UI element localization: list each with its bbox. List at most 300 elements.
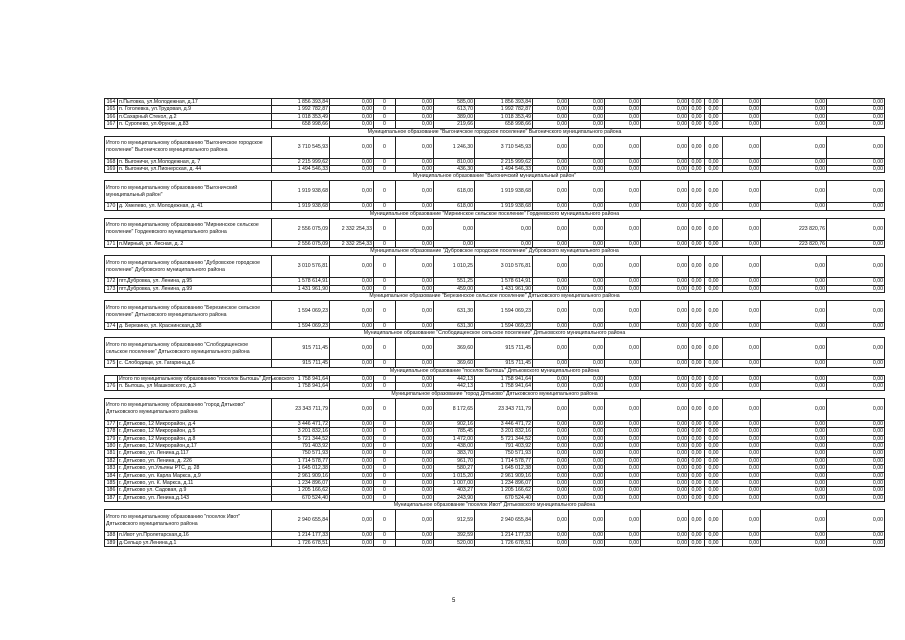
subtotal-row: [105, 338, 885, 360]
value-cell: 0,00: [641, 479, 689, 486]
value-cell: 0,00: [689, 479, 705, 486]
value-cell: 1 246,30: [434, 136, 475, 158]
value-cell: 0: [374, 181, 396, 203]
value-cell: 0,00: [689, 323, 705, 330]
value-cell: 438,00: [434, 442, 475, 449]
value-cell: 0,00: [605, 278, 641, 285]
value-cell: 0,00: [330, 256, 374, 278]
value-cell: 0,00: [533, 240, 569, 247]
value-cell: 0,00: [533, 121, 569, 128]
section-header-row: [105, 210, 885, 218]
value-cell: 0,00: [761, 99, 827, 106]
value-cell: 5 721 344,52: [272, 435, 330, 442]
value-cell: 1 594 069,23: [475, 323, 533, 330]
value-cell: 0,00: [396, 166, 434, 173]
section-title: Муниципальное образование "Березинское сельское поселение" Дятьковского муниципального района: [105, 293, 885, 301]
value-cell: 0,00: [533, 338, 569, 360]
value-cell: 0,00: [605, 539, 641, 546]
section-title: Муниципальное образование "Дубровское городское поселение" Дубровского муниципального района: [105, 248, 885, 256]
value-cell: 0,00: [569, 360, 605, 367]
value-cell: 0,00: [723, 121, 761, 128]
row-number: 170: [105, 203, 118, 210]
value-cell: 1 645 012,38: [272, 465, 330, 472]
value-cell: 0,00: [689, 106, 705, 113]
value-cell: 23 343 711,79: [272, 398, 330, 420]
row-number: 188: [105, 532, 118, 539]
register-table-wrapper: [104, 98, 884, 547]
row-number: 173: [105, 285, 118, 292]
value-cell: 389,00: [434, 113, 475, 120]
value-cell: 0,00: [641, 450, 689, 457]
value-cell: 0,00: [705, 158, 723, 165]
value-cell: 0: [374, 494, 396, 501]
value-cell: 0,00: [605, 181, 641, 203]
value-cell: 2 215 999,62: [272, 158, 330, 165]
value-cell: 0,00: [641, 442, 689, 449]
value-cell: 0,00: [569, 383, 605, 390]
table-row: [105, 494, 885, 501]
value-cell: 0,00: [605, 420, 641, 427]
address-cell: п. Выгоничи, ул.Молодежная, д. 7: [118, 158, 272, 165]
value-cell: 0,00: [827, 218, 885, 240]
value-cell: 0,00: [330, 532, 374, 539]
address-cell: г. Дятьково, ул. Ленина, д. 226: [118, 457, 272, 464]
value-cell: 618,00: [434, 181, 475, 203]
value-cell: 0,00: [689, 256, 705, 278]
value-cell: 0,00: [827, 323, 885, 330]
value-cell: 0,00: [689, 539, 705, 546]
value-cell: 0,00: [330, 398, 374, 420]
value-cell: 436,30: [434, 166, 475, 173]
value-cell: 1 205 166,62: [272, 487, 330, 494]
table-row: [105, 158, 885, 165]
value-cell: 1 214 177,33: [475, 532, 533, 539]
value-cell: 0,00: [605, 435, 641, 442]
value-cell: 2 940 655,84: [272, 510, 330, 532]
table-row: [105, 240, 885, 247]
value-cell: 0,00: [689, 360, 705, 367]
value-cell: 0: [374, 465, 396, 472]
value-cell: 1 594 069,23: [475, 301, 533, 323]
address-cell: г. Дятьково, ул. Ленина,д.143: [118, 494, 272, 501]
value-cell: 0,00: [569, 479, 605, 486]
value-cell: 0,00: [827, 472, 885, 479]
value-cell: 0,00: [605, 375, 641, 382]
row-number: 167: [105, 121, 118, 128]
section-header-row: [105, 390, 885, 398]
value-cell: 0,00: [723, 240, 761, 247]
subtotal-label: Итого по муниципальному образованию "Мирнинское сельское поселение" Гордеевского муниципального района: [105, 218, 272, 240]
value-cell: 0,00: [761, 181, 827, 203]
row-number: 176: [105, 383, 118, 390]
value-cell: 0,00: [827, 450, 885, 457]
value-cell: 0,00: [689, 442, 705, 449]
value-cell: 0,00: [569, 278, 605, 285]
table-row: [105, 532, 885, 539]
value-cell: 0,00: [705, 166, 723, 173]
value-cell: 2 215 999,62: [475, 158, 533, 165]
value-cell: 810,00: [434, 158, 475, 165]
value-cell: 0,00: [533, 420, 569, 427]
value-cell: 0: [374, 158, 396, 165]
value-cell: 0,00: [330, 338, 374, 360]
value-cell: 658 998,66: [475, 121, 533, 128]
value-cell: 0,00: [827, 494, 885, 501]
value-cell: 1 494 546,33: [475, 166, 533, 173]
table-row: [105, 121, 885, 128]
value-cell: 0,00: [827, 285, 885, 292]
value-cell: 392,59: [434, 532, 475, 539]
value-cell: 0,00: [330, 487, 374, 494]
table-row: [105, 106, 885, 113]
subtotal-row: [105, 301, 885, 323]
value-cell: 0,00: [705, 256, 723, 278]
value-cell: 0,00: [827, 338, 885, 360]
value-cell: 0,00: [723, 420, 761, 427]
value-cell: 1 645 012,38: [475, 465, 533, 472]
row-number: 175: [105, 360, 118, 367]
value-cell: 0,00: [827, 487, 885, 494]
value-cell: 0,00: [330, 383, 374, 390]
value-cell: 223 820,76: [761, 240, 827, 247]
value-cell: 0: [374, 113, 396, 120]
value-cell: 0,00: [605, 323, 641, 330]
value-cell: 0,00: [396, 375, 434, 382]
value-cell: 0,00: [641, 383, 689, 390]
value-cell: 0,00: [761, 450, 827, 457]
value-cell: 0,00: [689, 218, 705, 240]
value-cell: 0,00: [723, 472, 761, 479]
address-cell: пгт.Дубровка, ул. Ленина, д.99: [118, 285, 272, 292]
value-cell: 0,00: [689, 113, 705, 120]
value-cell: 0,00: [641, 465, 689, 472]
value-cell: 0,00: [705, 301, 723, 323]
value-cell: 1 594 069,23: [272, 301, 330, 323]
value-cell: 369,60: [434, 360, 475, 367]
value-cell: 0,00: [761, 494, 827, 501]
value-cell: 0,00: [705, 360, 723, 367]
address-cell: п. Суponево, ул.Фрунзе, д.83: [118, 121, 272, 128]
value-cell: 0,00: [761, 166, 827, 173]
table-row: [105, 457, 885, 464]
value-cell: 0,00: [569, 99, 605, 106]
value-cell: 0,00: [569, 539, 605, 546]
subtotal-label: Итого по муниципальному образованию "Выгоничское городское поселение" Выгоничского муниципального района: [105, 136, 272, 158]
value-cell: 0,00: [533, 375, 569, 382]
value-cell: 618,00: [434, 203, 475, 210]
value-cell: 0,00: [605, 398, 641, 420]
row-number: 183: [105, 465, 118, 472]
table-row: [105, 278, 885, 285]
value-cell: 0: [374, 435, 396, 442]
value-cell: 0,00: [761, 435, 827, 442]
table-row: [105, 360, 885, 367]
value-cell: 0,00: [396, 472, 434, 479]
value-cell: 0,00: [761, 465, 827, 472]
value-cell: 0,00: [396, 136, 434, 158]
value-cell: 0,00: [689, 532, 705, 539]
value-cell: 0,00: [569, 158, 605, 165]
value-cell: 0,00: [705, 278, 723, 285]
value-cell: 442,13: [434, 375, 475, 382]
value-cell: 915 711,45: [475, 360, 533, 367]
value-cell: 0,00: [396, 532, 434, 539]
address-cell: г. Дятьково, ул. К. Маркса, д.11: [118, 479, 272, 486]
value-cell: 750 571,93: [272, 450, 330, 457]
address-cell: д.Сельцо ул.Ленина,д.1: [118, 539, 272, 546]
value-cell: 1 018 353,49: [475, 113, 533, 120]
value-cell: 0,00: [641, 323, 689, 330]
value-cell: 0,00: [605, 121, 641, 128]
value-cell: 520,00: [434, 539, 475, 546]
value-cell: 0,00: [689, 285, 705, 292]
address-cell: п.Мирный, ул. Лесная, д. 2: [118, 240, 272, 247]
row-number: 178: [105, 428, 118, 435]
value-cell: 0,00: [827, 181, 885, 203]
value-cell: 0,00: [827, 435, 885, 442]
value-cell: 1 018 353,49: [272, 113, 330, 120]
row-number: 168: [105, 158, 118, 165]
value-cell: 0,00: [641, 420, 689, 427]
address-cell: д. Хмелево, ул. Молодежная, д. 41: [118, 203, 272, 210]
value-cell: 0,00: [330, 121, 374, 128]
value-cell: 0,00: [641, 301, 689, 323]
value-cell: 0,00: [330, 301, 374, 323]
value-cell: 0,00: [705, 338, 723, 360]
value-cell: 0,00: [641, 398, 689, 420]
value-cell: 0,00: [330, 450, 374, 457]
value-cell: 0: [374, 136, 396, 158]
value-cell: 0,00: [723, 136, 761, 158]
row-number: 164: [105, 99, 118, 106]
value-cell: 0,00: [761, 203, 827, 210]
value-cell: 0,00: [396, 203, 434, 210]
value-cell: 0,00: [533, 256, 569, 278]
value-cell: 0,00: [533, 487, 569, 494]
value-cell: 0: [374, 398, 396, 420]
value-cell: 0,00: [723, 428, 761, 435]
row-number: 187: [105, 494, 118, 501]
value-cell: 0,00: [533, 136, 569, 158]
value-cell: 0,00: [396, 539, 434, 546]
value-cell: 0: [374, 479, 396, 486]
value-cell: 631,30: [434, 323, 475, 330]
value-cell: 0,00: [641, 472, 689, 479]
value-cell: 0,00: [705, 375, 723, 382]
value-cell: 0,00: [705, 113, 723, 120]
value-cell: 0,00: [723, 99, 761, 106]
table-row: [105, 465, 885, 472]
value-cell: 223 820,76: [761, 218, 827, 240]
value-cell: 0,00: [705, 435, 723, 442]
value-cell: 0,00: [761, 375, 827, 382]
value-cell: 3 446 471,72: [272, 420, 330, 427]
value-cell: 0,00: [641, 375, 689, 382]
value-cell: 383,70: [434, 450, 475, 457]
address-cell: п.Сахарный Стекол, д.2: [118, 113, 272, 120]
value-cell: 0,00: [761, 472, 827, 479]
value-cell: 0,00: [689, 494, 705, 501]
value-cell: 631,30: [434, 301, 475, 323]
section-title: Муниципальное образование "город Дятьково" Дятьковского муниципального района: [105, 390, 885, 398]
value-cell: 0,00: [569, 450, 605, 457]
value-cell: 0,00: [761, 256, 827, 278]
value-cell: 0,00: [761, 510, 827, 532]
value-cell: 915 711,45: [475, 338, 533, 360]
value-cell: 403,27: [434, 487, 475, 494]
value-cell: 0,00: [330, 323, 374, 330]
value-cell: 0,00: [641, 487, 689, 494]
value-cell: 0,00: [569, 457, 605, 464]
value-cell: 0,00: [396, 360, 434, 367]
value-cell: 0,00: [396, 113, 434, 120]
value-cell: 2 332 254,33: [330, 240, 374, 247]
value-cell: 0,00: [605, 106, 641, 113]
address-cell: п. Бытошь, ул Машковского, д.3: [118, 383, 272, 390]
value-cell: 0,00: [689, 158, 705, 165]
section-header-row: [105, 173, 885, 181]
value-cell: 8 172,65: [434, 398, 475, 420]
value-cell: 0: [374, 420, 396, 427]
value-cell: 0,00: [396, 285, 434, 292]
value-cell: 1 578 614,91: [272, 278, 330, 285]
value-cell: 0,00: [827, 539, 885, 546]
value-cell: 3 201 832,16: [272, 428, 330, 435]
value-cell: 1 992 782,87: [272, 106, 330, 113]
value-cell: 0,00: [723, 203, 761, 210]
value-cell: 0,00: [705, 106, 723, 113]
value-cell: 0: [374, 256, 396, 278]
value-cell: 0,00: [761, 532, 827, 539]
value-cell: 2 332 254,33: [330, 218, 374, 240]
value-cell: 0,00: [827, 465, 885, 472]
value-cell: 0,00: [827, 136, 885, 158]
value-cell: 1 578 614,91: [475, 278, 533, 285]
value-cell: 0,00: [569, 398, 605, 420]
value-cell: 0,00: [689, 99, 705, 106]
value-cell: 0: [374, 487, 396, 494]
value-cell: 0,00: [330, 285, 374, 292]
table-row: [105, 166, 885, 173]
subtotal-row: [105, 510, 885, 532]
value-cell: 0,00: [761, 383, 827, 390]
value-cell: 0,00: [641, 181, 689, 203]
value-cell: 0,00: [533, 479, 569, 486]
value-cell: 0,00: [723, 338, 761, 360]
value-cell: 0,00: [569, 428, 605, 435]
value-cell: 0,00: [533, 203, 569, 210]
value-cell: 0,00: [533, 383, 569, 390]
address-cell: п. Гоголевка, ул.Трудовая, д.9: [118, 106, 272, 113]
value-cell: 0,00: [475, 218, 533, 240]
subtotal-row: [105, 256, 885, 278]
subtotal-label: Итого по муниципальному образованию "Березинское сельское поселение" Дятьковского муниципального района: [105, 301, 272, 323]
value-cell: 0,00: [827, 301, 885, 323]
value-cell: 1 010,25: [434, 256, 475, 278]
value-cell: 0,00: [723, 278, 761, 285]
register-table: [104, 98, 885, 547]
value-cell: 0,00: [827, 420, 885, 427]
value-cell: 0,00: [396, 428, 434, 435]
value-cell: 0,00: [689, 181, 705, 203]
value-cell: 0,00: [641, 121, 689, 128]
value-cell: 791 403,92: [475, 442, 533, 449]
value-cell: 0,00: [723, 465, 761, 472]
value-cell: 3 201 832,16: [475, 428, 533, 435]
value-cell: 1 214 177,33: [272, 532, 330, 539]
address-cell: г. Дятьково, 12 Микрорайон,д.17: [118, 442, 272, 449]
value-cell: 0,00: [761, 442, 827, 449]
value-cell: 0: [374, 240, 396, 247]
value-cell: 0,00: [605, 450, 641, 457]
section-header-row: [105, 330, 885, 338]
value-cell: 0,00: [569, 218, 605, 240]
value-cell: 915 711,45: [272, 360, 330, 367]
value-cell: 0,00: [689, 487, 705, 494]
value-cell: 0,00: [705, 472, 723, 479]
value-cell: 0,00: [827, 158, 885, 165]
value-cell: 0,00: [396, 420, 434, 427]
value-cell: 0,00: [761, 398, 827, 420]
value-cell: 0,00: [605, 494, 641, 501]
value-cell: 0,00: [689, 383, 705, 390]
value-cell: 0,00: [605, 428, 641, 435]
value-cell: 0,00: [396, 323, 434, 330]
value-cell: 0: [374, 285, 396, 292]
value-cell: 0,00: [705, 420, 723, 427]
value-cell: 0,00: [723, 256, 761, 278]
value-cell: 0,00: [705, 532, 723, 539]
table-row: [105, 435, 885, 442]
value-cell: 0: [374, 360, 396, 367]
value-cell: 0,00: [533, 539, 569, 546]
table-row: [105, 442, 885, 449]
value-cell: 0,00: [434, 240, 475, 247]
value-cell: 0,00: [723, 113, 761, 120]
value-cell: 915 711,45: [272, 338, 330, 360]
value-cell: 1 015,20: [434, 472, 475, 479]
value-cell: 670 524,40: [272, 494, 330, 501]
value-cell: 0,00: [396, 301, 434, 323]
table-row: [105, 203, 885, 210]
value-cell: 0,00: [827, 203, 885, 210]
value-cell: 0,00: [723, 181, 761, 203]
value-cell: 0,00: [569, 323, 605, 330]
value-cell: 0,00: [723, 442, 761, 449]
row-number: 186: [105, 487, 118, 494]
value-cell: 1 494 546,33: [272, 166, 330, 173]
value-cell: 658 998,66: [272, 121, 330, 128]
value-cell: 0,00: [723, 539, 761, 546]
value-cell: 0,00: [569, 203, 605, 210]
row-number: 171: [105, 240, 118, 247]
value-cell: 0,00: [330, 472, 374, 479]
table-row: [105, 99, 885, 106]
value-cell: 0,00: [396, 99, 434, 106]
value-cell: 0,00: [705, 203, 723, 210]
value-cell: 0,00: [761, 338, 827, 360]
value-cell: 0,00: [569, 510, 605, 532]
value-cell: 0,00: [605, 285, 641, 292]
value-cell: 0,00: [641, 166, 689, 173]
value-cell: 0,00: [641, 158, 689, 165]
value-cell: 0,00: [689, 420, 705, 427]
table-row: [105, 450, 885, 457]
value-cell: 0,00: [533, 166, 569, 173]
value-cell: 2 961 909,16: [475, 472, 533, 479]
value-cell: 0,00: [827, 106, 885, 113]
value-cell: 0,00: [330, 203, 374, 210]
